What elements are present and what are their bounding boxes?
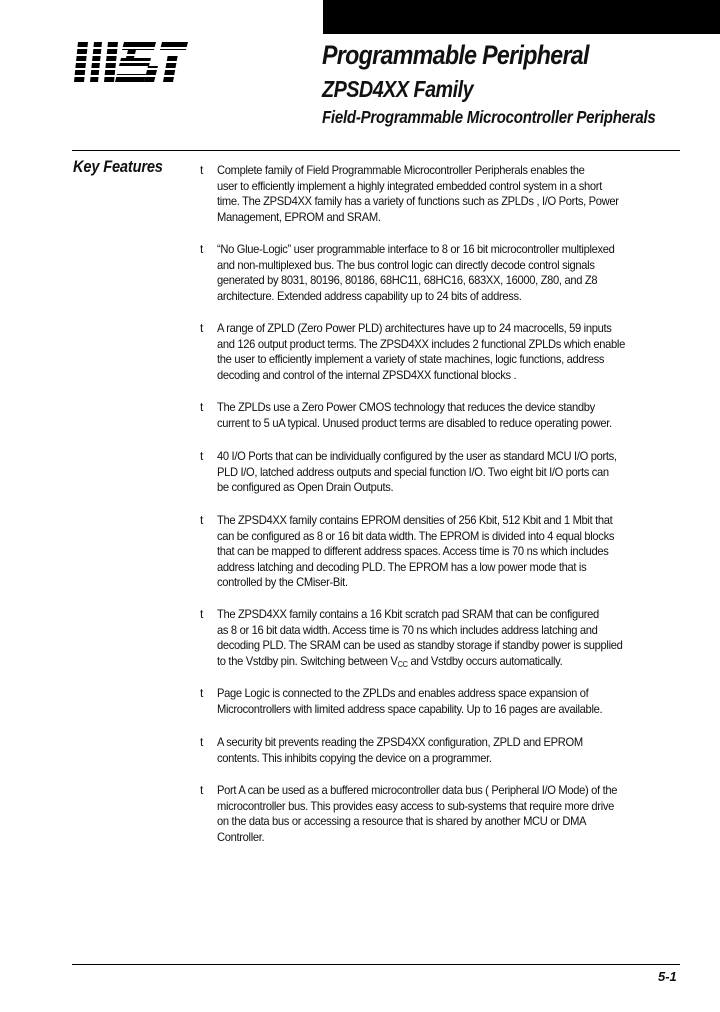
feature-text	[217, 242, 687, 304]
bullet-icon: t	[200, 735, 204, 749]
footer-divider	[72, 964, 680, 965]
vcc-subscript: CC	[397, 659, 408, 669]
feature-line: PLD I/O, latched address outputs and special function I/O. Two eight bit I/O ports can	[217, 464, 609, 479]
feature-line: and non-multiplexed bus. The bus control logic can directly decode control signals	[217, 257, 595, 272]
feature-line: The ZPLDs use a Zero Power CMOS technology that reduces the device standby	[217, 400, 595, 414]
feature-line: decoding PLD. The SRAM can be used as standby storage if standby power is supplied	[217, 638, 623, 652]
bullet-icon: t	[200, 607, 204, 621]
feature-text	[217, 321, 687, 383]
feature-line: 40 I/O Ports that can be individually configured by the user as standard MCU I/O ports,	[217, 449, 617, 463]
feature-line-suffix: and Vstdby occurs automatically.	[407, 653, 563, 668]
feature-line: and 126 output product terms. The ZPSD4XX includes 2 functional ZPLDs which enable	[217, 336, 625, 351]
feature-line: A range of ZPLD (Zero Power PLD) architectures have up to 24 macrocells, 59 inputs	[217, 321, 612, 335]
feature-line: the user to efficiently implement a variety of state machines, logic functions, address	[217, 352, 605, 366]
bullet-icon: t	[200, 449, 204, 463]
feature-line: user to efficiently implement a highly integrated embedded control system in a short	[217, 178, 602, 193]
header-divider	[72, 150, 680, 151]
feature-line	[217, 654, 654, 673]
feature-line: A security bit prevents reading the ZPSD4XX configuration, ZPLD and EPROM	[217, 735, 583, 749]
feature-line: on the data bus or accessing a resource that is shared by another MCU or DMA	[217, 814, 587, 828]
bullet-icon: t	[200, 783, 204, 797]
feature-line: Port A can be used as a buffered microcontroller data bus ( Peripheral I/O Mode) of the	[217, 783, 618, 797]
feature-line: time. The ZPSD4XX family has a variety of functions such as ZPLDs , I/O Ports, Power	[217, 194, 619, 208]
bullet-icon: t	[200, 242, 204, 256]
feature-line: The ZPSD4XX family contains EPROM densities of 256 Kbit, 512 Kbit and 1 Mbit that	[217, 513, 613, 527]
feature-line-prefix: to the Vstdby pin. Switching between V	[217, 653, 398, 668]
feature-line: “No Glue-Logic” user programmable interface to 8 or 16 bit microcontroller multiplexed	[217, 242, 615, 256]
section-title-key-features: Key Features	[73, 157, 163, 176]
feature-line: address latching and decoding PLD. The EPROM has a low power mode that is	[217, 559, 587, 574]
feature-line: as 8 or 16 bit data width. Access time is 70 ns which includes address latching and	[217, 622, 598, 637]
feature-line: Complete family of Field Programmable Microcontroller Peripherals enables the	[217, 163, 585, 177]
feature-text	[217, 735, 687, 766]
bullet-icon: t	[200, 163, 204, 177]
feature-text	[217, 163, 687, 225]
page-title: Programmable Peripheral	[322, 40, 589, 70]
bullet-icon: t	[200, 686, 204, 700]
feature-line: The ZPSD4XX family contains a 16 Kbit scratch pad SRAM that can be configured	[217, 607, 599, 621]
bullet-icon: t	[200, 513, 204, 527]
feature-line: be configured as Open Drain Outputs.	[217, 480, 394, 494]
wsi-logo	[72, 42, 190, 82]
feature-text	[217, 400, 687, 431]
bullet-icon: t	[200, 400, 204, 414]
feature-text	[217, 449, 687, 496]
feature-line: Microcontrollers with limited address space capability. Up to 16 pages are available.	[217, 701, 603, 716]
feature-line: microcontroller bus. This provides easy access to sub-systems that require more drive	[217, 798, 614, 813]
feature-line: generated by 8031, 80196, 80186, 68HC11, 68HC16, 683XX, 16000, Z80, and Z8	[217, 273, 598, 287]
page-number: 5-1	[658, 969, 677, 984]
family-subtitle: ZPSD4XX Family	[322, 76, 474, 102]
feature-line: controlled by the CMiser-Bit.	[217, 575, 348, 589]
feature-line: architecture. Extended address capability up to 24 bits of address.	[217, 288, 522, 303]
feature-line: Controller.	[217, 829, 265, 844]
feature-line: can be configured as 8 or 16 bit data width. The EPROM is divided into 4 equal blocks	[217, 528, 615, 543]
feature-text	[217, 607, 687, 672]
feature-line: current to 5 uA typical. Unused product terms are disabled to reduce operating power.	[217, 415, 612, 430]
tagline: Field-Programmable Microcontroller Peripherals	[322, 107, 656, 127]
header-black-bar	[323, 0, 720, 34]
feature-text	[217, 783, 687, 845]
feature-line: Page Logic is connected to the ZPLDs and enables address space expansion of	[217, 686, 589, 700]
bullet-icon: t	[200, 321, 204, 335]
feature-text	[217, 513, 687, 591]
feature-line: contents. This inhibits copying the device on a programmer.	[217, 750, 492, 765]
feature-line: that can be mapped to different address spaces. Access time is 70 ns which includes	[217, 544, 609, 558]
feature-line: decoding and control of the internal ZPSD4XX functional blocks .	[217, 367, 517, 382]
feature-text	[217, 686, 687, 717]
feature-line: Management, EPROM and SRAM.	[217, 209, 381, 224]
